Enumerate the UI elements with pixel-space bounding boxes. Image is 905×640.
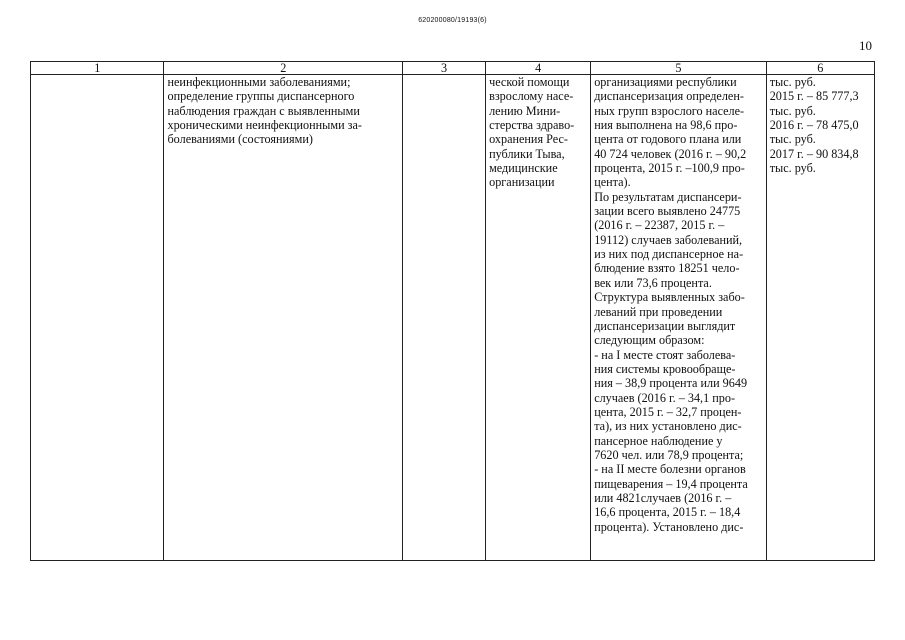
text-line: тыс. руб.: [769, 132, 816, 147]
text-line: век или 73,6 процента.: [594, 275, 712, 290]
text-line: ния – 38,9 процента или 9649: [594, 376, 748, 391]
column-number: 1: [31, 62, 164, 75]
text-line: случаев (2016 г. – 34,1 про-: [594, 390, 736, 405]
text-line: хроническими неинфекционными за-: [167, 118, 362, 133]
text-line: или 4821случаев (2016 г. –: [594, 490, 732, 505]
text-line: медицинские: [489, 161, 558, 176]
text-line: 40 724 человек (2016 г. – 90,2: [594, 146, 747, 161]
text-line: - на I месте стоят заболева-: [594, 347, 736, 362]
column-number: 3: [403, 62, 486, 75]
text-line: болеваниями (состояниями): [167, 132, 313, 147]
cell-col6: [766, 75, 874, 561]
text-line: цента).: [594, 175, 631, 190]
text-line: организации: [489, 175, 555, 190]
text-line: 2016 г. – 78 475,0: [769, 118, 859, 133]
text-line: 2015 г. – 85 777,3: [769, 89, 859, 104]
text-line: блюдение взято 18251 чело-: [594, 261, 740, 276]
text-line: пансерное наблюдение у: [594, 433, 723, 448]
text-line: лению Мини-: [489, 103, 561, 118]
column-number: 4: [486, 62, 591, 75]
text-line: диспансеризация определен-: [594, 89, 744, 104]
text-line: ния выполнена на 98,6 про-: [594, 118, 738, 133]
text-line: охранения Рес-: [489, 132, 568, 147]
text-line: тыс. руб.: [769, 161, 816, 176]
text-line: 2017 г. – 90 834,8: [769, 146, 859, 161]
text-line: - на II месте болезни органов: [594, 462, 746, 477]
text-line: определение группы диспансерного: [167, 89, 355, 104]
text-line: процента, 2015 г. –100,9 про-: [594, 161, 745, 176]
text-line: леваний при проведении: [594, 304, 723, 319]
text-line: процента). Установлено дис-: [594, 519, 744, 534]
text-line: стерства здраво-: [489, 118, 575, 133]
table-row: [31, 75, 875, 561]
document-id: 620200080/19193(6): [418, 17, 487, 24]
page-number: 10: [859, 38, 872, 53]
text-line: ния системы кровообраще-: [594, 361, 736, 376]
text-line: пищеварения – 19,4 процента: [594, 476, 748, 491]
text-line: публики Тыва,: [489, 146, 565, 161]
text-line: взрослому насе-: [489, 89, 574, 104]
text-line: организациями республики: [594, 75, 737, 89]
column-number-row: [31, 62, 875, 75]
text-line: диспансеризации выглядит: [594, 318, 736, 333]
column-number: 2: [164, 62, 403, 75]
cell-col1: [31, 75, 164, 561]
text-line: неинфекционными заболеваниями;: [167, 75, 351, 89]
text-line: Структура выявленных забо-: [594, 290, 745, 305]
cell-col2: [164, 75, 403, 561]
text-line: зации всего выявлено 24775: [594, 204, 741, 219]
column-number: 6: [766, 62, 874, 75]
cell-col4: [486, 75, 591, 561]
cell-col3: [403, 75, 486, 561]
text-line: По результатам диспансери-: [594, 189, 742, 204]
text-line: цента от годового плана или: [594, 132, 742, 147]
data-table: [30, 61, 875, 561]
text-line: цента, 2015 г. – 32,7 процен-: [594, 404, 742, 419]
text-line: (2016 г. – 22387, 2015 г. –: [594, 218, 725, 233]
text-line: та), из них установлено дис-: [594, 419, 742, 434]
text-line: 16,6 процента, 2015 г. – 18,4: [594, 505, 741, 520]
text-line: из них под диспансерное на-: [594, 247, 744, 262]
text-line: 7620 чел. или 78,9 процента;: [594, 447, 744, 462]
text-line: ческой помощи: [489, 75, 570, 89]
text-line: 19112) случаев заболеваний,: [594, 232, 743, 247]
text-line: следующим образом:: [594, 333, 705, 348]
text-line: тыс. руб.: [769, 75, 816, 89]
cell-col5: [591, 75, 767, 561]
text-line: тыс. руб.: [769, 103, 816, 118]
column-number: 5: [591, 62, 767, 75]
text-line: ных групп взрослого населе-: [594, 103, 745, 118]
text-line: наблюдения граждан с выявленными: [167, 103, 360, 118]
